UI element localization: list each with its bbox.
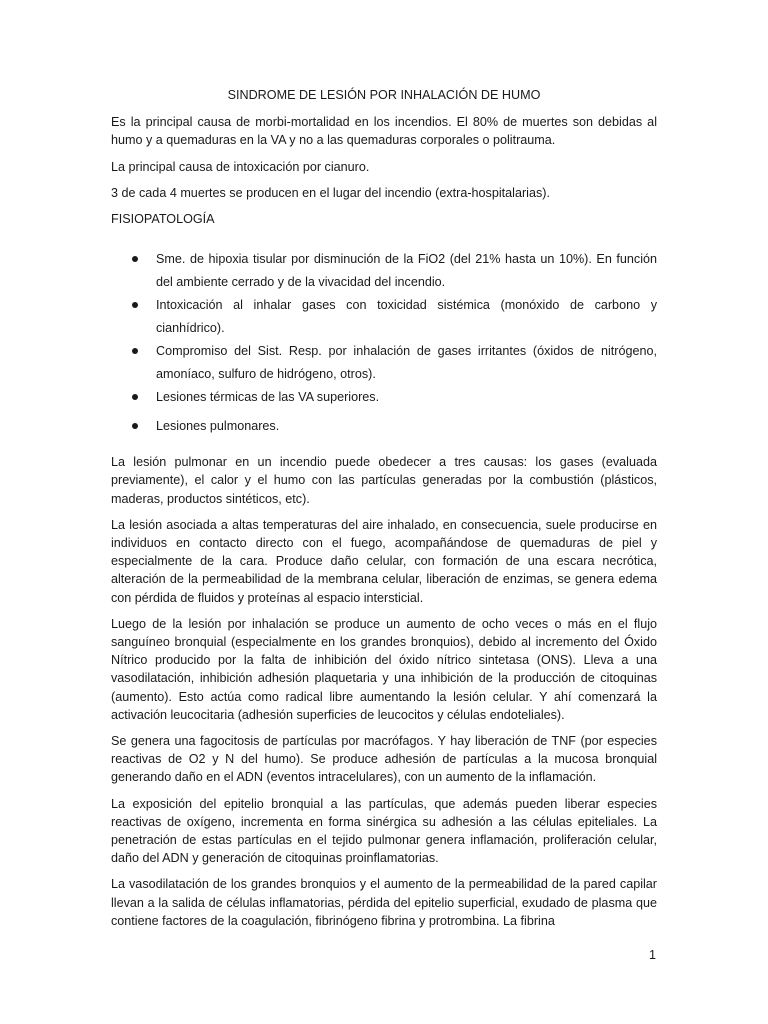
body-paragraph: Luego de la lesión por inhalación se produce un aumento de ocho veces o más en el flujo sanguíneo bronquial (especialmente en los grandes bronquios), debido al incremento del Óxido Nítrico producido por la falta de inhibición del óxido nítrico sintetasa (ONS). Lleva a una vasodilatación, inhibición adhesión plaquetaria y una inhibición de la producción de citoquinas (aumento). Esto actúa como radical libre aumentando la lesión celular. Y ahí comenzará la activación leucocitaria (adhesión superficies de leucocitos y células endoteliales). bbox=[111, 616, 657, 722]
bullet-dot-icon bbox=[132, 348, 138, 354]
bullet-list bbox=[111, 248, 657, 437]
bullet-dot-icon bbox=[132, 256, 138, 262]
body-paragraph: La vasodilatación de los grandes bronquios y el aumento de la permeabilidad de la pared capilar llevan a la salida de células inflamatorias, pérdida del epitelio superficial, exudado de plasma que contiene factores de la coagulación, fibrinógeno fibrina y protrombina. La fibrina bbox=[111, 877, 657, 928]
body-paragraph: La lesión asociada a altas temperaturas del aire inhalado, en consecuencia, suele producirse en individuos en contacto directo con el fuego, acompañándose de quemaduras de piel y especialmente de la cara. Produce daño celular, con formación de una escara necrótica, alteración de la permeabilidad de la membrana celular, liberación de enzimas, se genera edema con pérdida de fluidos y proteínas al espacio intersticial. bbox=[111, 517, 657, 605]
intro-paragraph-1: Es la principal causa de morbi-mortalidad en los incendios. El 80% de muertes son debidas al humo y a quemaduras en la VA y no a las quemaduras corporales o politrauma. bbox=[111, 115, 657, 148]
bullet-item bbox=[111, 294, 657, 339]
intro-paragraph-3: 3 de cada 4 muertes se producen en el lugar del incendio (extra-hospitalarias). bbox=[111, 185, 550, 200]
bullet-text: Lesiones pulmonares. bbox=[156, 418, 280, 433]
body-paragraph: Se genera una fagocitosis de partículas por macrófagos. Y hay liberación de TNF (por especies reactivas de O2 y N del humo). Se produce adhesión de partículas a la mucosa bronquial generando daño en el ADN (eventos intracelulares), con un aumento de la inflamación. bbox=[111, 734, 657, 785]
bullet-dot-icon bbox=[132, 302, 138, 308]
bullet-dot-icon bbox=[132, 423, 138, 429]
bullet-text: Sme. de hipoxia tisular por disminución de la FiO2 (del 21% hasta un 10%). En función del ambiente cerrado y de la vivacidad del incendio. bbox=[156, 252, 657, 289]
bullet-text: Lesiones térmicas de las VA superiores. bbox=[156, 390, 380, 405]
page-number: 1 bbox=[648, 948, 656, 962]
document-title: SINDROME DE LESIÓN POR INHALACIÓN DE HUMO bbox=[227, 88, 541, 102]
intro-paragraph-2: La principal causa de intoxicación por cianuro. bbox=[111, 159, 370, 174]
bullet-item bbox=[111, 415, 657, 438]
bullet-dot-icon bbox=[132, 394, 138, 400]
bullet-text: Compromiso del Sist. Resp. por inhalación de gases irritantes (óxidos de nitrógeno, amoníaco, sulfuro de hidrógeno, otros). bbox=[156, 344, 657, 381]
body-paragraph: La lesión pulmonar en un incendio puede obedecer a tres causas: los gases (evaluada previamente), el calor y el humo con las partículas generadas por la combustión (plásticos, maderas, productos sintéticos, etc). bbox=[111, 455, 657, 506]
bullet-item bbox=[111, 386, 657, 409]
section-heading: FISIOPATOLOGÍA bbox=[111, 212, 215, 227]
bullet-item bbox=[111, 248, 657, 293]
bullet-text: Intoxicación al inhalar gases con toxicidad sistémica (monóxido de carbono y cianhídrico). bbox=[156, 298, 657, 335]
body-paragraph: La exposición del epitelio bronquial a las partículas, que además pueden liberar especies reactivas de oxígeno, incrementa en forma sinérgica su adhesión a las células epiteliales. La penetración de estas partículas en el tejido pulmonar genera inflamación, proliferación celular, daño del ADN y generación de citoquinas proinflamatorias. bbox=[111, 796, 657, 866]
bullet-item bbox=[111, 340, 657, 385]
document-page bbox=[111, 86, 657, 938]
